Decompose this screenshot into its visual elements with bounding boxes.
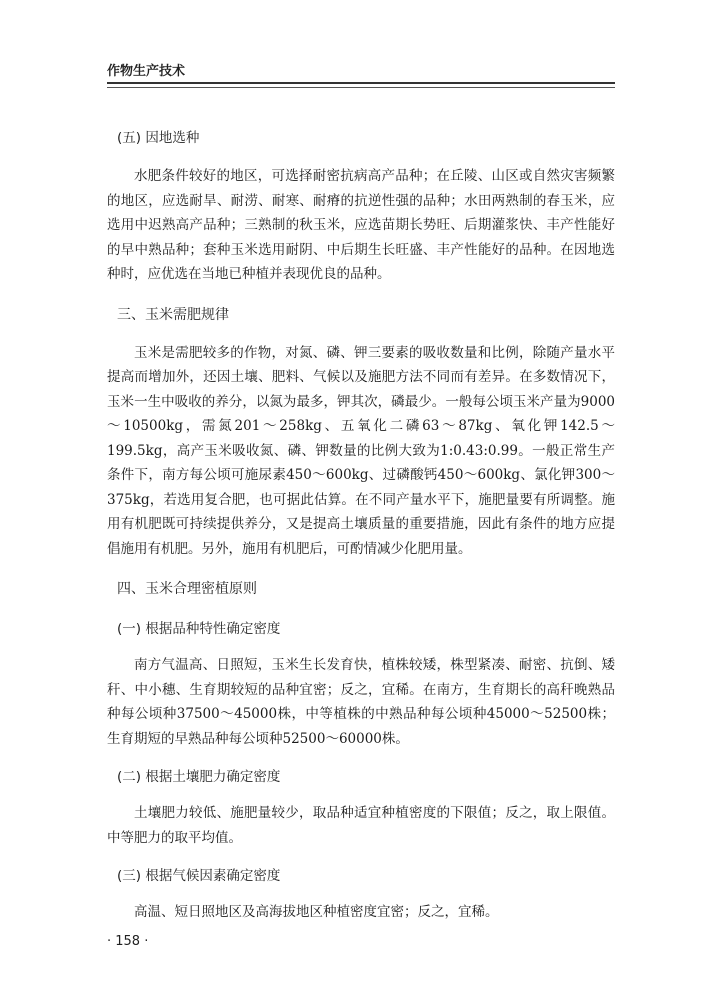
paragraph: 水肥条件较好的地区，可选择耐密抗病高产品种；在丘陵、山区或自然灾害频繁的地区，应选耐旱、耐涝、耐寒、耐瘠的抗逆性强的品种；水田两熟制的春玉米，应选用中迟熟高产品种；三熟制的秋玉米，应选苗期长势旺、后期灌浆快、丰产性能好的早中熟品种；套种玉米选用耐阴、中后期生长旺盛、丰产性能好的品种。在因地选种时，应优选在当地已种植并表现优良的品种。 bbox=[107, 168, 615, 282]
paragraph: 玉米是需肥较多的作物，对氮、磷、钾三要素的吸收数量和比例，除随产量水平提高而增加外，还因土壤、肥料、气候以及施肥方法不同而有差异。在多数情况下，玉米一生中吸收的养分，以氮为最多，钾其次，磷最少。一般每公顷玉米产量为9000～10500kg，需氮201～258kg、五氧化二磷63～87kg、氧化钾142.5～199.5kg，高产玉米吸收氮、磷、钾数量的比例大致为1:0.43:0.99。一般正常生产条件下，南方每公顷可施尿素450～600kg、过磷酸钙450～600kg、氯化钾300～375kg，若选用复合肥，也可据此估算。在不同产量水平下，施肥量要有所调整。施用有机肥既可持续提供养分，又是提高土壤质量的重要措施，因此有条件的地方应提倡施用有机肥。另外，施用有机肥后，可酌情减少化肥用量。 bbox=[107, 344, 615, 557]
running-header-title: 作物生产技术 bbox=[107, 64, 186, 79]
page-body bbox=[107, 128, 615, 925]
subsection-title: (三) 根据气候因素确定密度 bbox=[117, 868, 281, 884]
subsection-title: (五) 因地选种 bbox=[117, 130, 200, 146]
header-rule-thick bbox=[107, 82, 615, 84]
paragraph: 土壤肥力较低、施肥量较少，取品种适宜种植密度的下限值；反之，取上限值。中等肥力的取平均值。 bbox=[107, 805, 615, 846]
paragraph: 高温、短日照地区及高海拔地区种植密度宜密；反之，宜稀。 bbox=[134, 904, 499, 920]
header-rule-thin bbox=[107, 87, 615, 88]
section-title: 四、玉米合理密植原则 bbox=[117, 581, 257, 597]
subsection-title: (二) 根据土壤肥力确定密度 bbox=[117, 769, 281, 785]
paragraph: 南方气温高、日照短，玉米生长发育快，植株较矮，株型紧凑、耐密、抗倒、矮秆、中小穗、生育期较短的品种宜密；反之，宜稀。在南方，生育期长的高秆晚熟品种每公顷种37500～45000株，中等植株的中熟品种每公顷种45000～52500株；生育期短的早熟品种每公顷种52500～60000株。 bbox=[107, 657, 615, 747]
page-number: · 158 · bbox=[107, 934, 149, 949]
subsection-title: (一) 根据品种特性确定密度 bbox=[117, 621, 281, 637]
section-title: 三、玉米需肥规律 bbox=[117, 306, 229, 323]
